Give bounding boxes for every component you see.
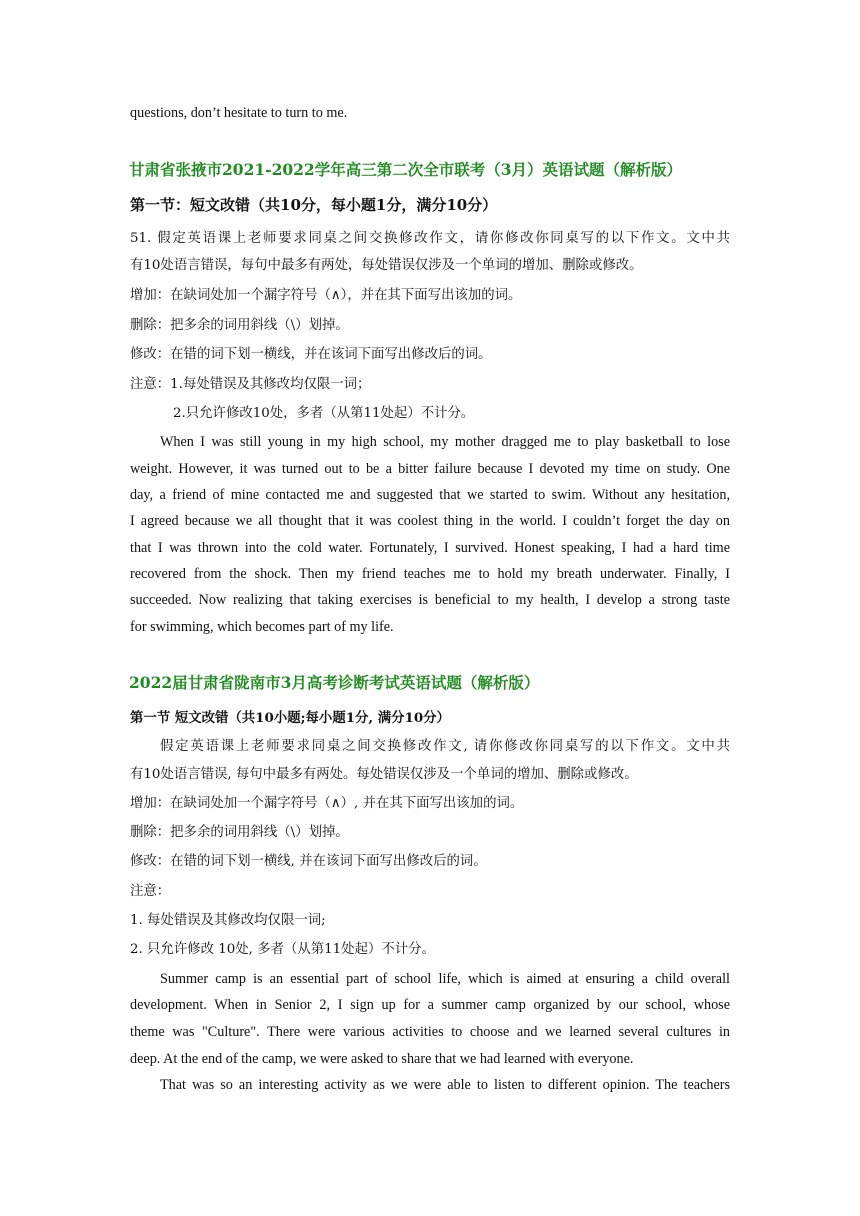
- passage2-line: That was so an interesting activity as we were able to listen to different opinion. The teachers: [160, 1077, 730, 1093]
- section1-instruction-line: 有10处语言错误，每句中最多有两处，每处错误仅涉及一个单词的增加、删除或修改。: [130, 258, 643, 273]
- section1-note-2: 2.只允许修改10处，多者（从第11处起）不计分。: [173, 406, 475, 421]
- section1-title: 甘肃省张掖市2021-2022学年高三第二次全市联考（3月）英语试题（解析版）: [129, 160, 682, 179]
- section2-note-1: 1. 每处错误及其修改均仅限一词;: [130, 913, 326, 928]
- continuation-line: questions, don’t hesitate to turn to me.: [130, 105, 348, 121]
- section1-instruction-line: 51. 假定英语课上老师要求同桌之间交换修改作文，请你修改你同桌写的以下作文。文中共: [130, 231, 730, 246]
- section1-subtitle: 第一节：短文改错（共10分，每小题1分，满分10分）: [130, 196, 498, 214]
- passage1-line: When I was still young in my high school, my mother dragged me to play basketball to lose: [160, 434, 730, 450]
- passage1-line: weight. However, it was turned out to be a bitter failure because I devoted my time on study. One: [130, 461, 730, 477]
- passage2-line: theme was "Culture". There were various activities to choose and we learned several cultures in: [130, 1024, 730, 1040]
- passage2-line: deep. At the end of the camp, we were asked to share that we had learned with everyone.: [130, 1051, 634, 1067]
- section2-delete-rule: 删除：把多余的词用斜线（\）划掉。: [130, 825, 349, 840]
- section1-delete-rule: 删除：把多余的词用斜线（\）划掉。: [130, 318, 349, 333]
- passage1-line: recovered from the shock. Then my friend teaches me to hold my breath underwater. Finally, I: [130, 566, 730, 582]
- passage1-line: day, a friend of mine contacted me and suggested that we started to swim. Without any hesitation,: [130, 487, 730, 503]
- passage1-line: I agreed because we all thought that it was coolest thing in the world. I couldn’t forget the day on: [130, 513, 730, 529]
- section2-note-2: 2. 只允许修改 10处, 多者（从第11处起）不计分。: [130, 942, 435, 957]
- passage2-line: development. When in Senior 2, I sign up for a summer camp organized by our school, whose: [130, 997, 730, 1013]
- passage2-line: Summer camp is an essential part of school life, which is aimed at ensuring a child overall: [160, 971, 730, 987]
- section1-note-1: 注意：1.每处错误及其修改均仅限一词；: [130, 377, 371, 392]
- section2-instruction-line: 假定英语课上老师要求同桌之间交换修改作文, 请你修改你同桌写的以下作文。文中共: [160, 739, 730, 754]
- passage1-line: for swimming, which becomes part of my life.: [130, 619, 394, 635]
- section2-subtitle: 第一节 短文改错（共10小题;每小题1分, 满分10分）: [130, 710, 450, 726]
- section1-add-rule: 增加：在缺词处加一个漏字符号（∧），并在其下面写出该加的词。: [130, 288, 522, 303]
- section2-note-label: 注意：: [130, 884, 171, 899]
- section1-modify-rule: 修改：在错的词下划一横线，并在该词下面写出修改后的词。: [130, 347, 492, 362]
- passage1-line: that I was thrown into the cold water. Fortunately, I survived. Honest speaking, I had a hard time: [130, 540, 730, 556]
- section2-instruction-line: 有10处语言错误, 每句中最多有两处。每处错误仅涉及一个单词的增加、删除或修改。: [130, 767, 638, 782]
- section2-title: 2022届甘肃省陇南市3月高考诊断考试英语试题（解析版）: [129, 673, 540, 692]
- passage1-line: succeeded. Now realizing that taking exercises is beneficial to my health, I develop a strong taste: [130, 592, 730, 608]
- section2-add-rule: 增加：在缺词处加一个漏字符号（∧）, 并在其下面写出该加的词。: [130, 796, 524, 811]
- section2-modify-rule: 修改：在错的词下划一横线, 并在该词下面写出修改后的词。: [130, 854, 487, 869]
